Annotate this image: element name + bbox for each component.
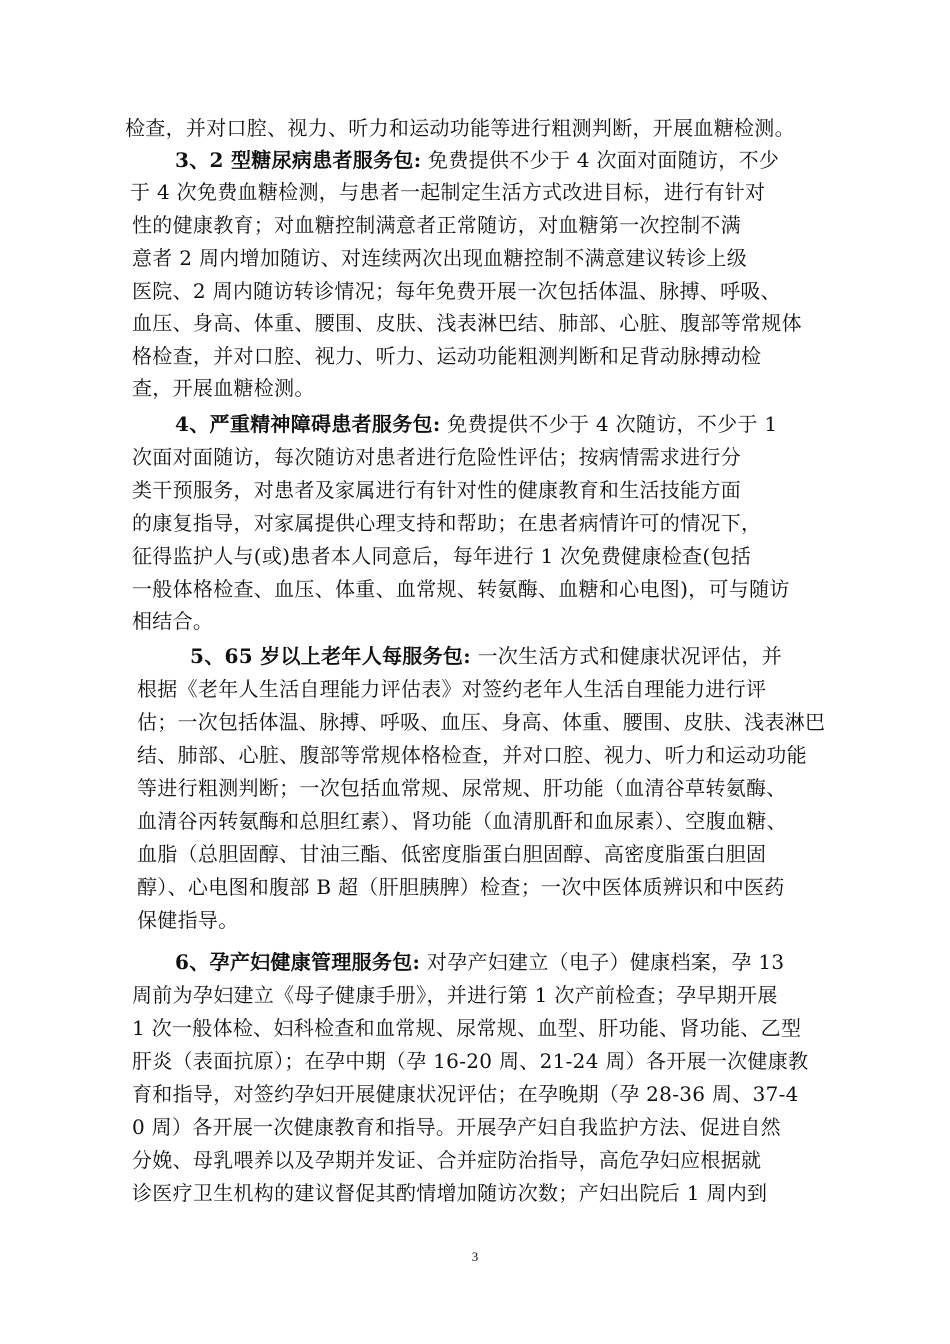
text-line: 估；一次包括体温、脉搏、呼吸、血压、身高、体重、腰围、皮肤、浅表淋巴	[137, 710, 826, 734]
text-line: 一般体格检查、血压、体重、血常规、转氨酶、血糖和心电图)，可与随访	[132, 577, 790, 601]
text-line: 于 4 次免费血糖检测，与患者一起制定生活方式改进目标，进行有针对	[130, 180, 766, 204]
text-line: 育和指导，对签约孕妇开展健康状况评估；在孕晚期（孕 28-36 周、37-4	[132, 1082, 799, 1106]
text-line: 征得监护人与(或)患者本人同意后，每年进行 1 次免费健康检查(包括	[132, 544, 752, 568]
section-heading-line: 3、2 型糖尿病患者服务包: 免费提供不少于 4 次面对面随访，不少	[175, 148, 780, 172]
section-heading-elderly: 5、65 岁以上老年人每服务包:	[190, 644, 471, 668]
text-line: 结、肺部、心脏、腹部等常规体格检查，并对口腔、视力、听力和运动功能	[137, 743, 807, 767]
text-line: 1 次一般体检、妇科检查和血常规、尿常规、血型、肝功能、肾功能、乙型	[132, 1016, 802, 1040]
text-line: 格检查，并对口腔、视力、听力、运动功能粗测判断和足背动脉搏动检	[132, 344, 762, 368]
text-line: 检查，并对口腔、视力、听力和运动功能等进行粗测判断，开展血糖检测。	[125, 116, 795, 140]
text-line: 类干预服务，对患者及家属进行有针对性的健康教育和生活技能方面	[132, 478, 741, 502]
text-line: 醇）、心电图和腹部 B 超（肝胆胰脾）检查；一次中医体质辨识和中医药	[137, 875, 785, 899]
text-line: 医院、2 周内随访转诊情况；每年免费开展一次包括体温、脉搏、呼吸、	[132, 279, 781, 303]
text-line: 的康复指导，对家属提供心理支持和帮助；在患者病情许可的情况下，	[132, 511, 762, 535]
text-line: 0 周）各开展一次健康教育和指导。开展孕产妇自我监护方法、促进自然	[132, 1115, 781, 1139]
section-heading-maternal: 6、孕产妇健康管理服务包:	[175, 950, 421, 974]
page-number: 3	[471, 1249, 479, 1264]
text-line: 保健指导。	[137, 908, 239, 932]
section-heading-diabetes: 3、2 型糖尿病患者服务包:	[175, 148, 422, 172]
text-line: 根据《老年人生活自理能力评估表》对签约老年人生活自理能力进行评	[137, 677, 767, 701]
text-line: 血脂（总胆固醇、甘油三酯、低密度脂蛋白胆固醇、高密度脂蛋白胆固	[137, 842, 767, 866]
text-line: 周前为孕妇建立《母子健康手册》，并进行第 1 次产前检查；孕早期开展	[132, 983, 778, 1007]
text-line: 血清谷丙转氨酶和总胆红素）、肾功能（血清肌酐和血尿素）、空腹血糖、	[137, 809, 787, 833]
text-line: 分娩、母乳喂养以及孕期并发证、合并症防治指导，高危孕妇应根据就	[132, 1148, 762, 1172]
text-line: 次面对面随访，每次随访对患者进行危险性评估；按病情需求进行分	[132, 445, 741, 469]
section-heading-mental-health: 4、严重精神障碍患者服务包:	[175, 412, 441, 436]
section-heading-line: 4、严重精神障碍患者服务包: 免费提供不少于 4 次随访，不少于 1	[175, 412, 778, 436]
text-line: 相结合。	[132, 609, 214, 633]
text-line: 肝炎（表面抗原）；在孕中期（孕 16-20 周、21-24 周）各开展一次健康教	[132, 1049, 809, 1073]
section-heading-line: 6、孕产妇健康管理服务包: 对孕产妇建立（电子）健康档案，孕 13	[175, 950, 785, 974]
section-heading-line: 5、65 岁以上老年人每服务包: 一次生活方式和健康状况评估，并	[190, 644, 783, 668]
text-line: 等进行粗测判断；一次包括血常规、尿常规、肝功能（血清谷草转氨酶、	[137, 776, 787, 800]
text-line: 查，开展血糖检测。	[132, 376, 315, 400]
text-line: 诊医疗卫生机构的建议督促其酌情增加随访次数；产妇出院后 1 周内到	[132, 1181, 768, 1205]
text-line: 血压、身高、体重、腰围、皮肤、浅表淋巴结、肺部、心脏、腹部等常规体	[132, 311, 802, 335]
text-line: 意者 2 周内增加随访、对连续两次出现血糖控制不满意建议转诊上级	[132, 246, 748, 270]
text-line: 性的健康教育；对血糖控制满意者正常随访，对血糖第一次控制不满	[132, 213, 741, 237]
